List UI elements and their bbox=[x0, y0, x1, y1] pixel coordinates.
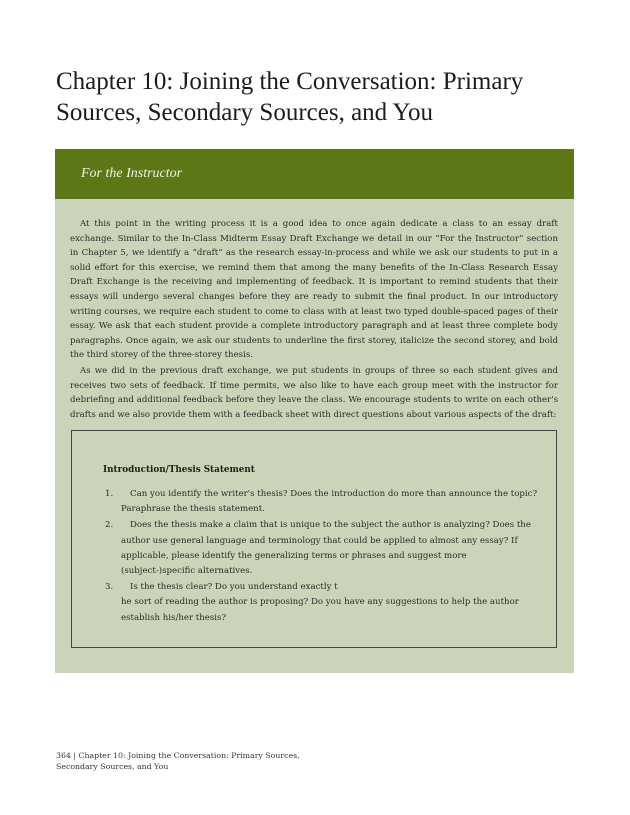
question-number: 3. bbox=[105, 582, 114, 593]
question-text: Can you identify the writer's thesis? Does the introduction do more than announce the topic? Paraphrase the thesis statement. bbox=[121, 489, 538, 515]
page-number: 364 bbox=[56, 751, 71, 760]
instructor-body-text bbox=[70, 217, 558, 423]
feedback-sheet-box bbox=[71, 430, 557, 648]
for-the-instructor-box bbox=[55, 149, 574, 673]
running-title: Chapter 10: Joining the Conversation: Primary Sources, Secondary Sources, and You bbox=[56, 751, 300, 771]
footer-separator: | bbox=[73, 751, 77, 760]
question-text: Is the thesis clear? Do you understand exactly t bbox=[130, 582, 338, 593]
body-paragraph-2: As we did in the previous draft exchange, we put students in groups of three so each student gives and receives two sets of feedback. If time permits, we also like to have each group meet with the instructor for debriefing and additional feedback before they leave the class. We encourage students to write on each other's drafts and we also provide them with a feedback sheet with direct questions about various aspects of the draft: bbox=[70, 365, 558, 420]
chapter-title: Chapter 10: Joining the Conversation: Primary Sources, Secondary Sources, and You bbox=[56, 68, 524, 126]
page-footer bbox=[56, 750, 316, 772]
question-text: Does the thesis make a claim that is unique to the subject the author is analyzing? Does the author use general language and terminology that could be applied to almost any essay? If applicable, please identify the generalizing terms or phrases and suggest more (subject-)specific alternatives. bbox=[121, 520, 531, 577]
box-header: For the Instructor bbox=[55, 149, 574, 199]
list-item bbox=[72, 487, 542, 517]
question-text-continued: he sort of reading the author is proposing? Do you have any suggestions to help the author establish his/her thesis? bbox=[121, 597, 519, 623]
list-item bbox=[72, 518, 542, 579]
question-list bbox=[72, 487, 542, 627]
list-item bbox=[72, 580, 542, 626]
body-paragraph-1: At this point in the writing process it is a good idea to once again dedicate a class to an essay draft exchange. Similar to the In-Class Midterm Essay Draft Exchange we detail in our “For the Instructor” section in Chapter 5, we identify a “draft” as the research essay-in-process and while we ask our students to put in a solid effort for this exercise, we remind them that among the many benefits of the In-Class Research Essay Draft Exchange is the receiving and implementing of feedback. It is important to remind students that their essays will undergo several changes before they are ready to submit the final product. In our introductory writing courses, we require each student to come to class with at least two typed double-spaced pages of their essay. We ask that each student provide a complete introductory paragraph and at least three complete body paragraphs. Once again, we ask our students to underline the first storey, italicize the second storey, and bold the third storey of the three-storey thesis. bbox=[70, 219, 558, 361]
feedback-sheet-heading: Introduction/Thesis Statement bbox=[103, 465, 255, 475]
question-number: 2. bbox=[105, 520, 114, 531]
question-number: 1. bbox=[105, 489, 114, 499]
